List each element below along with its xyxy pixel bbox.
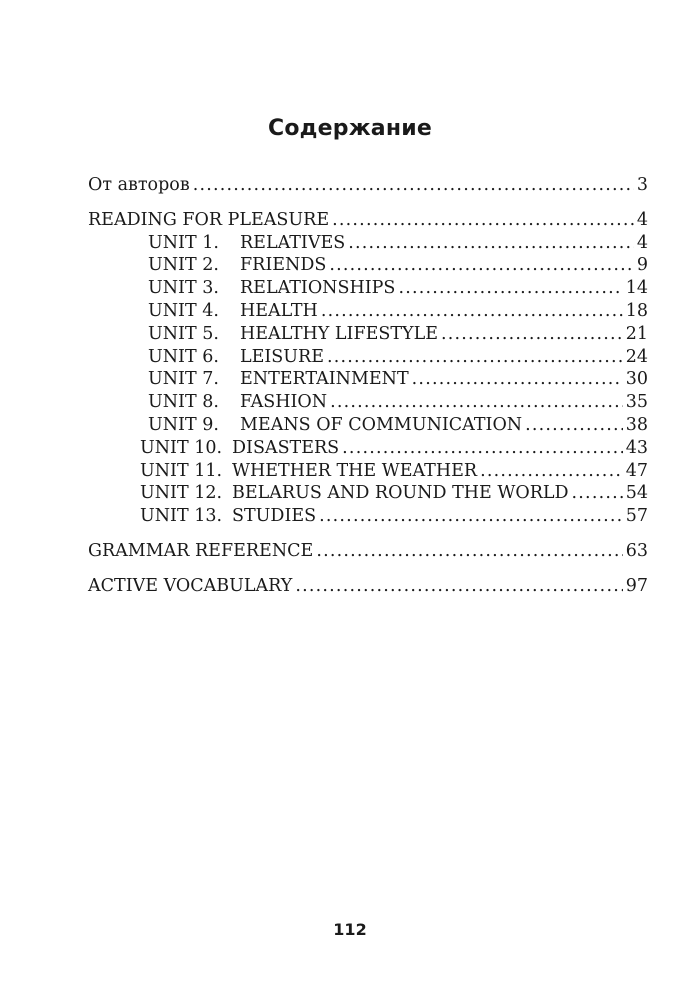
- toc-entry-label: FASHION: [240, 392, 328, 413]
- toc-unit-number: UNIT 12.: [140, 483, 223, 504]
- toc-entry-page: 35: [625, 392, 648, 413]
- toc-entry-unit-7: [88, 368, 648, 391]
- toc-entry-label: STUDIES: [232, 506, 317, 527]
- toc-entry-label: ENTERTAINMENT: [240, 369, 409, 390]
- toc-entry-label: MEANS OF COMMUNICATION: [240, 414, 523, 435]
- toc-entry-label: От авторов: [88, 175, 190, 195]
- page-number: 112: [333, 920, 367, 939]
- toc-unit-number: UNIT 4.: [148, 300, 219, 321]
- toc-entry-unit-4: [88, 300, 648, 323]
- dot-leader: [193, 174, 634, 197]
- toc-entry-page: 18: [625, 300, 648, 321]
- toc-entry-unit-1: [88, 232, 648, 255]
- dot-leader: [441, 323, 623, 346]
- toc-entry-page: 14: [625, 278, 648, 299]
- dot-leader: [321, 300, 623, 323]
- toc-entry-page: 4: [636, 209, 648, 230]
- dot-leader: [525, 414, 623, 437]
- toc-entry-label: DISASTERS: [232, 437, 340, 458]
- toc-entry-label: LEISURE: [240, 346, 324, 367]
- toc-unit-number: UNIT 5.: [148, 323, 219, 344]
- toc-entry-unit-2: [88, 254, 648, 277]
- toc-entry-unit-12: [88, 482, 648, 505]
- toc-entry-page: 57: [625, 506, 648, 527]
- toc-entry-unit-9: [88, 414, 648, 437]
- toc-unit-number: UNIT 3.: [148, 278, 219, 299]
- dot-leader: [295, 575, 622, 598]
- dot-leader: [329, 254, 634, 277]
- toc-entry-label: BELARUS AND ROUND THE WORLD: [232, 483, 569, 504]
- toc-entry-page: 63: [625, 540, 648, 561]
- dot-leader: [319, 505, 623, 528]
- page-title: Содержание: [268, 116, 432, 141]
- dot-leader: [342, 437, 623, 460]
- dot-leader: [572, 482, 623, 505]
- toc-entry-page: 43: [625, 437, 648, 458]
- table-of-contents: [88, 174, 648, 598]
- dot-leader: [327, 346, 623, 369]
- toc-unit-number: UNIT 13.: [140, 506, 223, 527]
- toc-entry-unit-13: [88, 505, 648, 528]
- toc-entry-grammar-reference: [88, 540, 648, 563]
- toc-entry-unit-3: [88, 277, 648, 300]
- toc-entry-label: WHETHER THE WEATHER: [232, 460, 478, 481]
- toc-unit-number: UNIT 6.: [148, 346, 219, 367]
- toc-entry-label: ACTIVE VOCABULARY: [88, 575, 293, 596]
- toc-entry-unit-11: [88, 460, 648, 483]
- toc-entry-page: 97: [625, 575, 648, 596]
- toc-entry-label: FRIENDS: [240, 255, 327, 276]
- toc-unit-number: UNIT 1.: [148, 232, 219, 253]
- toc-entry-page: 3: [636, 175, 648, 195]
- toc-entry-label: READING FOR PLEASURE: [88, 209, 330, 230]
- toc-entry-from-authors: [88, 174, 648, 197]
- toc-entry-label: RELATIVES: [240, 232, 346, 253]
- toc-unit-number: UNIT 10.: [140, 437, 223, 458]
- toc-entry-page: 54: [625, 483, 648, 504]
- toc-unit-number: UNIT 7.: [148, 369, 219, 390]
- dot-leader: [412, 368, 623, 391]
- dot-leader: [348, 232, 634, 255]
- dot-leader: [480, 460, 623, 483]
- toc-unit-number: UNIT 2.: [148, 255, 219, 276]
- toc-entry-page: 21: [625, 323, 648, 344]
- toc-entry-page: 4: [636, 232, 648, 253]
- toc-entry-reading-for-pleasure: [88, 209, 648, 232]
- toc-entry-unit-5: [88, 323, 648, 346]
- dot-leader: [316, 540, 622, 563]
- toc-unit-number: UNIT 9.: [148, 414, 219, 435]
- toc-entry-active-vocabulary: [88, 575, 648, 598]
- dot-leader: [398, 277, 622, 300]
- toc-entry-page: 9: [636, 255, 648, 276]
- toc-unit-number: UNIT 11.: [140, 460, 223, 481]
- toc-entry-page: 24: [625, 346, 648, 367]
- dot-leader: [330, 391, 623, 414]
- toc-entry-label: HEALTH: [240, 300, 318, 321]
- toc-entry-label: HEALTHY LIFESTYLE: [240, 323, 438, 344]
- toc-entry-page: 38: [625, 414, 648, 435]
- toc-entry-label: RELATIONSHIPS: [240, 278, 396, 299]
- toc-entry-unit-8: [88, 391, 648, 414]
- toc-entry-label: GRAMMAR REFERENCE: [88, 540, 314, 561]
- toc-entry-unit-6: [88, 346, 648, 369]
- dot-leader: [332, 209, 634, 232]
- toc-entry-unit-10: [88, 437, 648, 460]
- toc-entry-page: 30: [625, 369, 648, 390]
- toc-unit-number: UNIT 8.: [148, 392, 219, 413]
- toc-entry-page: 47: [625, 460, 648, 481]
